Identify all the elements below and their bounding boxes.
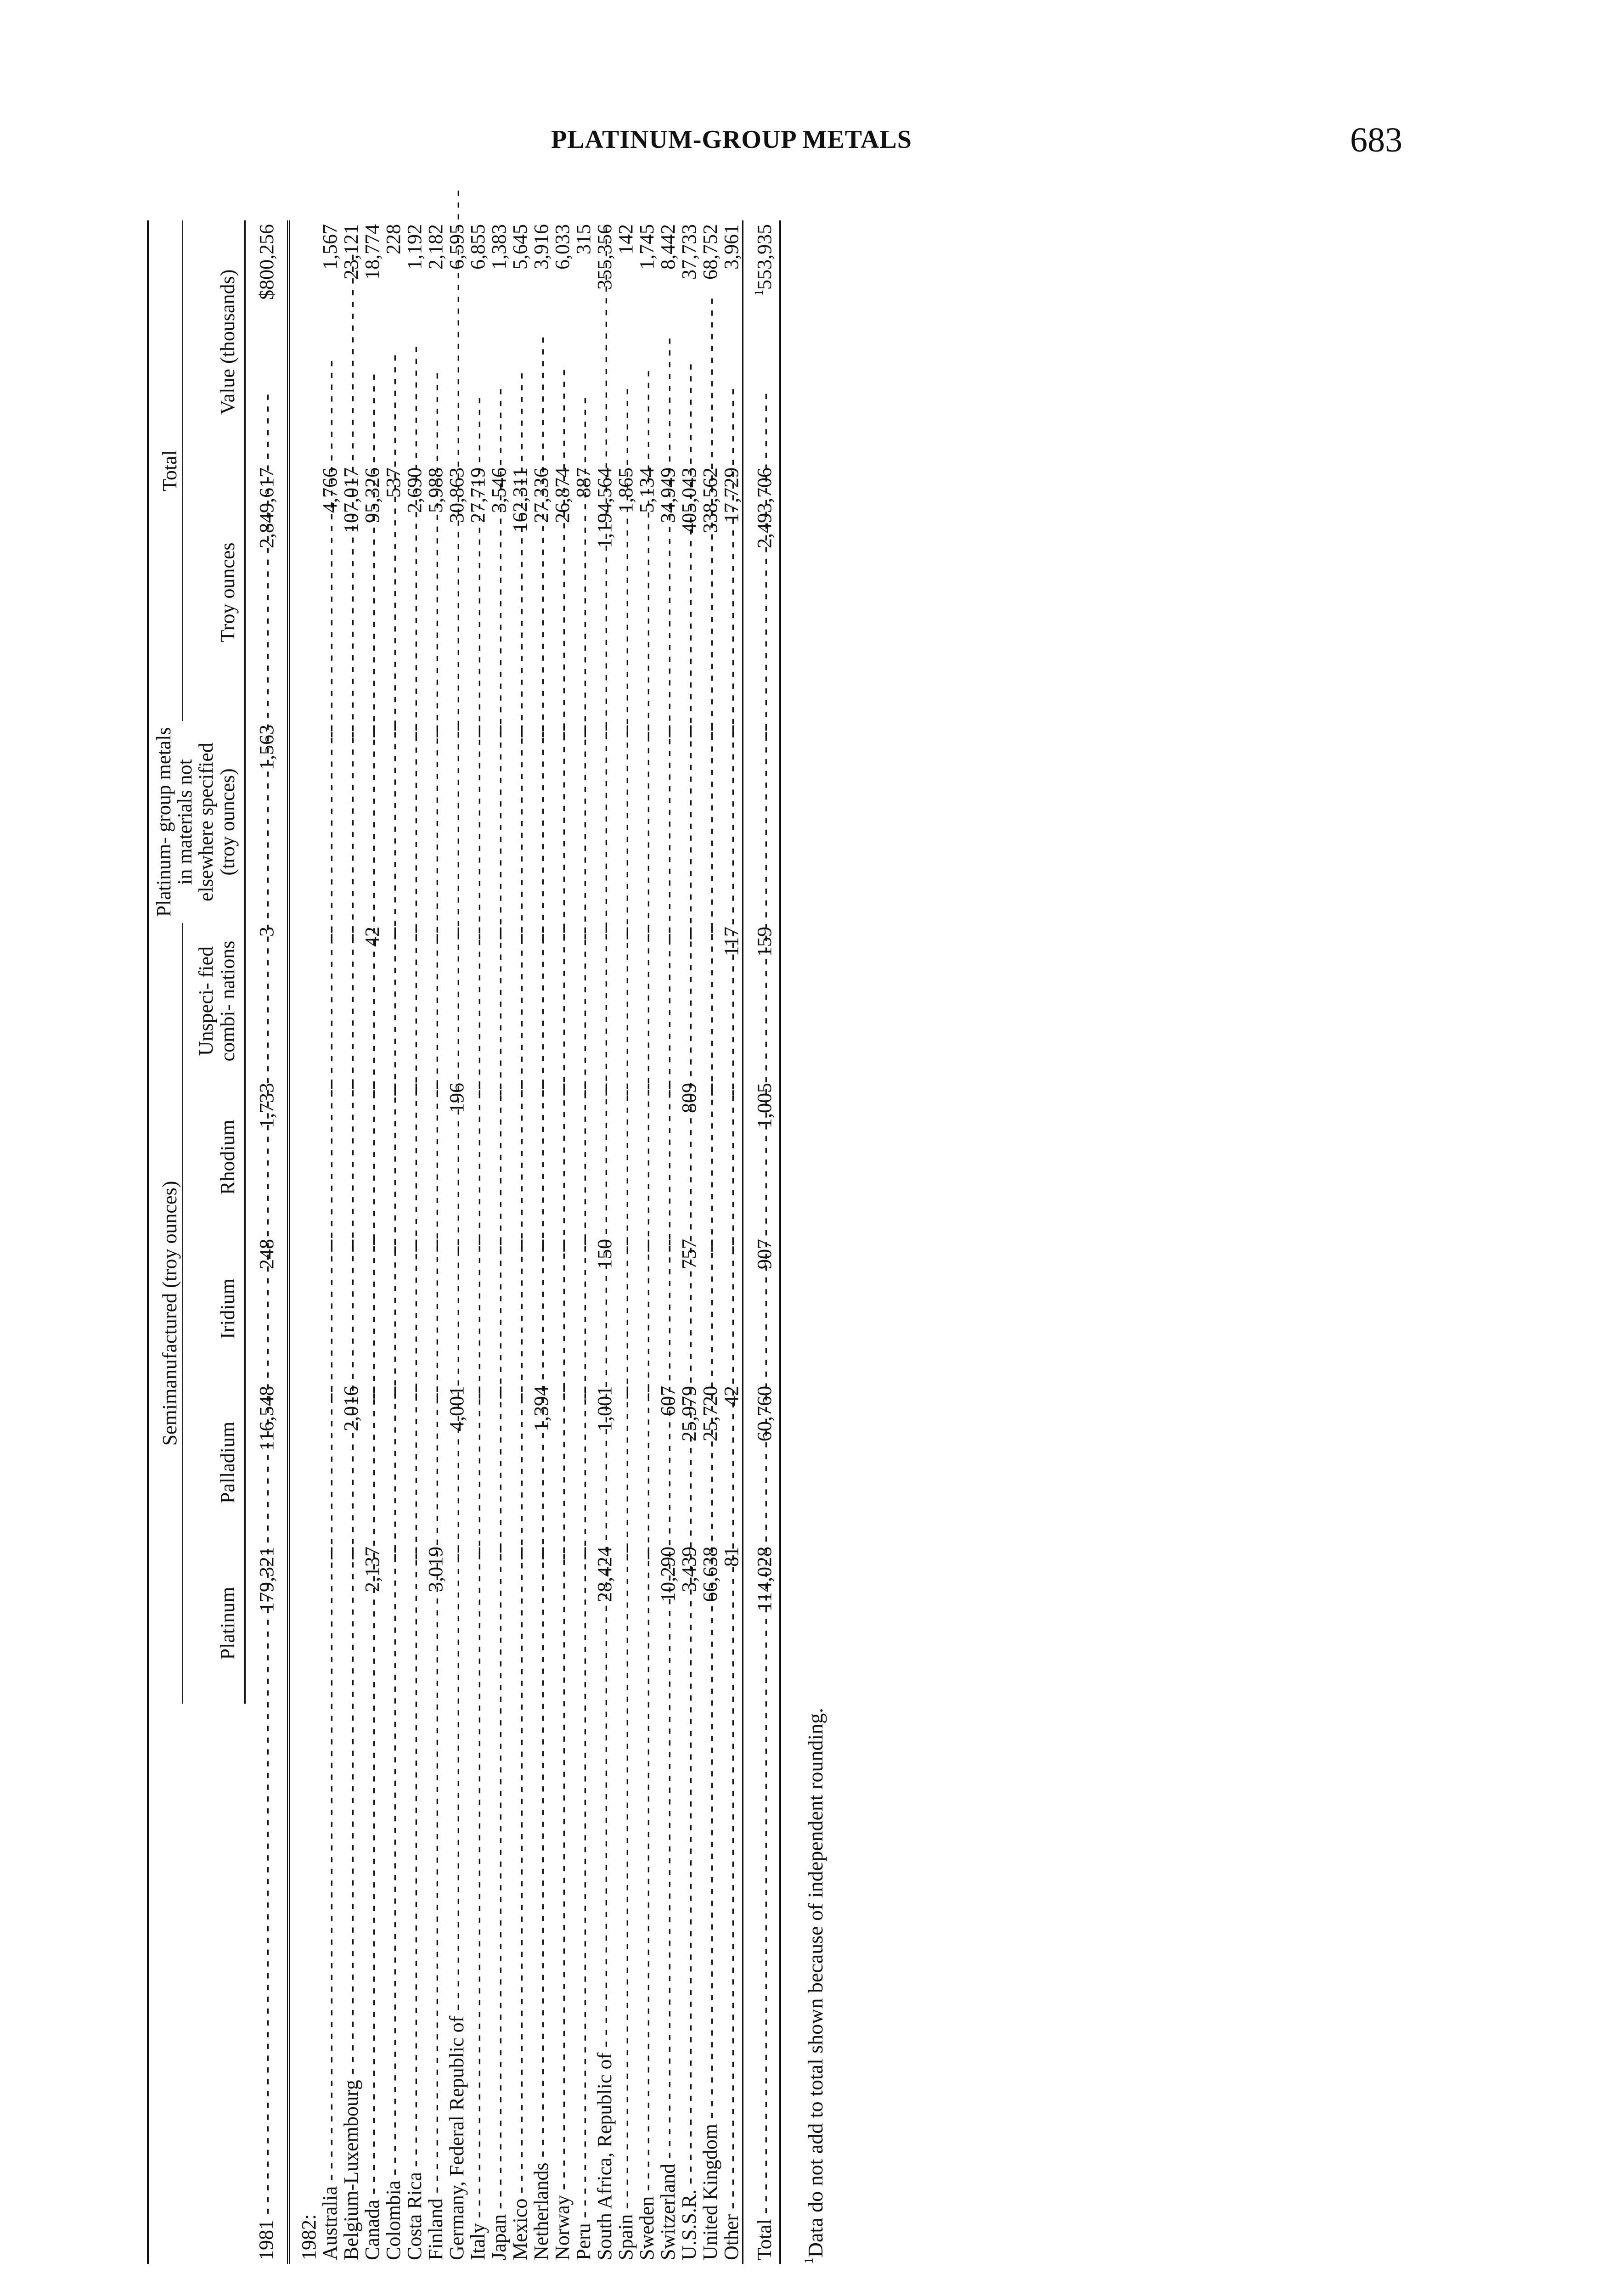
cell-unspecified: -- xyxy=(593,926,616,940)
cell-platinum: -- xyxy=(339,1547,362,1560)
table-bottom-rule xyxy=(780,220,785,2264)
table-row xyxy=(510,220,531,2264)
footnote-marker: 1 xyxy=(751,289,766,296)
cell-platinum: 66,638 xyxy=(698,1547,721,1602)
cell-unspecified: -- xyxy=(339,926,362,940)
cell-pgm-nes: 1,563 xyxy=(245,721,288,923)
cell-value: 18,774 xyxy=(360,224,383,280)
cell-platinum: -- xyxy=(382,1547,405,1560)
row-label: United Kingdom - - - xyxy=(700,1707,721,2260)
table-row xyxy=(383,220,404,2264)
cell-pgm-nes: -- xyxy=(424,724,447,738)
cell-rhodium: -- xyxy=(551,1083,574,1097)
cell-pgm-nes: -- xyxy=(466,724,489,738)
cell-platinum: -- xyxy=(487,1547,510,1560)
cell-troy-ounces: 1,865 xyxy=(614,467,637,513)
cell-rhodium: -- xyxy=(466,1083,489,1097)
cell-value: 228 xyxy=(382,224,405,254)
cell-rhodium: -- xyxy=(339,1083,362,1097)
cell-troy-ounces: 34,949 xyxy=(656,467,679,523)
cell-troy-ounces: 26,874 xyxy=(551,467,574,523)
cell-value: 6,595 xyxy=(445,224,468,270)
row-label: Germany, Federal Republic of - - - xyxy=(447,1707,467,2260)
cell-rhodium: -- xyxy=(529,1083,552,1097)
cell-troy-ounces: 27,719 xyxy=(466,467,489,523)
cell-platinum: -- xyxy=(572,1547,595,1560)
row-label: Costa Rica - - - xyxy=(405,1707,425,2260)
cell-platinum: -- xyxy=(466,1547,489,1560)
row-label: Colombia - - - xyxy=(383,1707,404,2260)
cell-value: 1,745 xyxy=(635,224,658,270)
table-row xyxy=(404,220,425,2264)
table-row xyxy=(531,220,552,2264)
cell-troy-ounces: 1,194,564 xyxy=(593,467,616,548)
cell-troy-ounces: 27,336 xyxy=(529,467,552,523)
cell-troy-ounces: 3,546 xyxy=(487,467,510,513)
cell-rhodium: 196 xyxy=(445,1083,468,1113)
table-row xyxy=(721,220,743,2264)
header-semimanufactured: Semimanufactured (troy ounces) xyxy=(148,923,183,1704)
cell-iridium: -- xyxy=(508,1239,531,1253)
cell-rhodium: -- xyxy=(635,1083,658,1097)
cell-value: 37,733 xyxy=(677,224,700,280)
table-row xyxy=(362,220,383,2264)
cell-palladium: 42 xyxy=(720,1386,743,1406)
cell-palladium: -- xyxy=(318,1386,341,1400)
cell-platinum: -- xyxy=(445,1547,468,1560)
cell-value: 68,752 xyxy=(698,224,721,280)
cell-rhodium: -- xyxy=(403,1083,426,1097)
cell-pgm-nes: -- xyxy=(614,724,637,738)
cell-unspecified: -- xyxy=(466,926,489,940)
cell-platinum: -- xyxy=(508,1547,531,1560)
cell-unspecified: -- xyxy=(635,926,658,940)
cell-unspecified: -- xyxy=(445,926,468,940)
table-row xyxy=(552,220,573,2264)
table-row xyxy=(679,220,700,2264)
cell-pgm-nes: -- xyxy=(656,724,679,738)
cell-palladium: -- xyxy=(466,1386,489,1400)
row-label: Other - - - xyxy=(721,1707,742,2260)
cell-pgm-nes: -- xyxy=(551,724,574,738)
country-rows xyxy=(320,220,743,2264)
cell-value: 23,121 xyxy=(339,224,362,280)
cell-troy-ounces: 887 xyxy=(572,467,595,498)
cell-rhodium: -- xyxy=(698,1083,721,1097)
table-row xyxy=(489,220,510,2264)
row-label: U.S.S.R. - - - xyxy=(679,1707,699,2260)
cell-iridium: 150 xyxy=(593,1239,616,1269)
cell-pgm-nes: -- xyxy=(743,721,780,923)
table-row xyxy=(320,220,341,2264)
cell-value: 2,182 xyxy=(424,224,447,270)
cell-pgm-nes: -- xyxy=(635,724,658,738)
cell-rhodium: -- xyxy=(487,1083,510,1097)
row-label: Japan - - - xyxy=(489,1707,509,2260)
row-label: Peru - - - xyxy=(574,1707,594,2260)
cell-palladium: 60,760 xyxy=(743,1382,780,1543)
cell-troy-ounces: 5,134 xyxy=(635,467,658,513)
header-unspecified: Unspeci- fied combi- nations xyxy=(183,923,244,1079)
cell-value: 3,916 xyxy=(529,224,552,270)
cell-pgm-nes: -- xyxy=(593,724,616,738)
cell-palladium: 116,548 xyxy=(245,1382,288,1543)
row-label: Italy - - - xyxy=(468,1707,488,2260)
cell-rhodium: -- xyxy=(424,1083,447,1097)
row-label: Netherlands - - - xyxy=(531,1707,552,2260)
cell-palladium: 25,720 xyxy=(698,1386,721,1441)
cell-iridium: -- xyxy=(339,1239,362,1253)
cell-platinum: 28,424 xyxy=(593,1547,616,1602)
cell-palladium: 25,979 xyxy=(677,1386,700,1441)
cell-palladium: 4,001 xyxy=(445,1386,468,1431)
header-value: Value (thousands) xyxy=(183,220,244,464)
cell-iridium: -- xyxy=(572,1239,595,1253)
cell-unspecified: -- xyxy=(551,926,574,940)
row-label: Norway - - - xyxy=(552,1707,573,2260)
cell-iridium: -- xyxy=(424,1239,447,1253)
cell-unspecified: 117 xyxy=(720,926,743,957)
cell-pgm-nes: -- xyxy=(720,724,743,738)
cell-rhodium: -- xyxy=(656,1083,679,1097)
cell-platinum: 2,137 xyxy=(360,1547,383,1592)
cell-unspecified: -- xyxy=(403,926,426,940)
cell-iridium: -- xyxy=(698,1239,721,1253)
row-label: 1981 - - - xyxy=(256,1707,276,2260)
cell-troy-ounces: 2,493,706 xyxy=(743,464,780,721)
cell-troy-ounces: 338,562 xyxy=(698,467,721,533)
cell-troy-ounces: 107,017 xyxy=(339,467,362,533)
cell-value: 6,033 xyxy=(551,224,574,270)
cell-palladium: -- xyxy=(572,1386,595,1400)
header-iridium: Iridium xyxy=(183,1235,244,1382)
cell-rhodium: -- xyxy=(720,1083,743,1097)
header-platinum: Platinum xyxy=(183,1543,244,1704)
cell-iridium: -- xyxy=(551,1239,574,1253)
table-row-1981 xyxy=(245,220,288,2264)
cell-unspecified: 3 xyxy=(245,923,288,1079)
row-label: Finland - - - xyxy=(426,1707,446,2260)
cell-value: 1,383 xyxy=(487,224,510,270)
cell-unspecified: -- xyxy=(698,926,721,940)
cell-value: $800,256 xyxy=(245,220,288,464)
cell-unspecified: -- xyxy=(318,926,341,940)
cell-rhodium: 1,733 xyxy=(245,1079,288,1235)
table-row xyxy=(425,220,446,2264)
row-label: Canada - - - xyxy=(362,1707,383,2260)
cell-unspecified: -- xyxy=(508,926,531,940)
header-row-groups xyxy=(148,220,183,2264)
row-label: Spain - - - xyxy=(616,1707,636,2260)
page-number: 683 xyxy=(1350,121,1402,159)
cell-pgm-nes: -- xyxy=(360,724,383,738)
cell-troy-ounces: 537 xyxy=(382,467,405,498)
cell-iridium: 248 xyxy=(245,1235,288,1382)
row-label: South Africa, Republic of - - - xyxy=(595,1707,615,2260)
cell-pgm-nes: -- xyxy=(403,724,426,738)
cell-iridium: -- xyxy=(403,1239,426,1253)
cell-pgm-nes: -- xyxy=(382,724,405,738)
table-row xyxy=(341,220,362,2264)
cell-palladium: -- xyxy=(403,1386,426,1400)
cell-palladium: -- xyxy=(614,1386,637,1400)
cell-rhodium: 809 xyxy=(677,1083,700,1113)
cell-rhodium: -- xyxy=(614,1083,637,1097)
cell-palladium: 2,016 xyxy=(339,1386,362,1431)
cell-palladium: 607 xyxy=(656,1386,679,1416)
cell-palladium: -- xyxy=(382,1386,405,1400)
cell-palladium: -- xyxy=(360,1386,383,1400)
header-total: Total xyxy=(148,220,183,721)
cell-iridium: -- xyxy=(529,1239,552,1253)
header-pgm-nes: Platinum- group metals in materials not elsewhere specified (troy ounces) xyxy=(148,721,245,923)
cell-rhodium: 1,005 xyxy=(743,1079,780,1235)
cell-value: 355,356 xyxy=(593,224,616,290)
cell-platinum: 114,028 xyxy=(743,1543,780,1704)
cell-value: 142 xyxy=(614,224,637,254)
cell-pgm-nes: -- xyxy=(487,724,510,738)
row-label: Australia - - - xyxy=(320,1707,340,2260)
cell-palladium: -- xyxy=(508,1386,531,1400)
row-label: Total - - - xyxy=(754,1707,775,2260)
row-label: Mexico - - - xyxy=(510,1707,530,2260)
cell-rhodium: -- xyxy=(318,1083,341,1097)
cell-palladium: -- xyxy=(551,1386,574,1400)
cell-pgm-nes: -- xyxy=(572,724,595,738)
row-label: Belgium-Luxembourg - - - xyxy=(341,1707,361,2260)
cell-rhodium: -- xyxy=(593,1083,616,1097)
header-troy-ounces: Troy ounces xyxy=(183,464,244,721)
cell-pgm-nes: -- xyxy=(318,724,341,738)
cell-value-text: 553,935 xyxy=(753,224,776,290)
cell-iridium: -- xyxy=(614,1239,637,1253)
cell-pgm-nes: -- xyxy=(529,724,552,738)
cell-value: 8,442 xyxy=(656,224,679,270)
cell-platinum: -- xyxy=(551,1547,574,1560)
cell-unspecified: 42 xyxy=(360,926,383,947)
cell-platinum: 10,290 xyxy=(656,1547,679,1602)
cell-unspecified: 159 xyxy=(743,923,780,1079)
header-palladium: Palladium xyxy=(183,1382,244,1543)
running-title: PLATINUM-GROUP METALS xyxy=(551,125,912,154)
cell-pgm-nes: -- xyxy=(508,724,531,738)
cell-troy-ounces: 4,766 xyxy=(318,467,341,513)
header-blank xyxy=(148,1704,245,2264)
cell-pgm-nes: -- xyxy=(445,724,468,738)
cell-unspecified: -- xyxy=(656,926,679,940)
header-rhodium: Rhodium xyxy=(183,1079,244,1235)
cell-value: 6,855 xyxy=(466,224,489,270)
cell-platinum: -- xyxy=(635,1547,658,1560)
cell-troy-ounces: 17,729 xyxy=(720,467,743,523)
table-row xyxy=(467,220,489,2264)
cell-troy-ounces: 162,311 xyxy=(508,467,531,533)
cell-unspecified: -- xyxy=(677,926,700,940)
table-row-total xyxy=(743,220,780,2264)
table-row xyxy=(446,220,467,2264)
row-label: Switzerland - - - xyxy=(658,1707,678,2260)
cell-unspecified: -- xyxy=(487,926,510,940)
cell-value: 3,961 xyxy=(720,224,743,270)
cell-iridium: -- xyxy=(445,1239,468,1253)
cell-troy-ounces: 405,043 xyxy=(677,467,700,533)
cell-rhodium: -- xyxy=(360,1083,383,1097)
cell-palladium: -- xyxy=(487,1386,510,1400)
cell-iridium: -- xyxy=(720,1239,743,1253)
cell-iridium: 907 xyxy=(743,1235,780,1382)
cell-platinum: 3,439 xyxy=(677,1547,700,1592)
table-row xyxy=(615,220,636,2264)
cell-iridium: -- xyxy=(360,1239,383,1253)
cell-rhodium: -- xyxy=(508,1083,531,1097)
cell-palladium: -- xyxy=(635,1386,658,1400)
cell-pgm-nes: -- xyxy=(677,724,700,738)
cell-platinum: -- xyxy=(318,1547,341,1560)
cell-unspecified: -- xyxy=(529,926,552,940)
cell-iridium: -- xyxy=(635,1239,658,1253)
cell-rhodium: -- xyxy=(382,1083,405,1097)
table-row xyxy=(573,220,594,2264)
cell-value: 1,567 xyxy=(318,224,341,270)
cell-platinum: 179,321 xyxy=(245,1543,288,1704)
row-label: 1982: xyxy=(297,2214,320,2260)
cell-iridium: -- xyxy=(318,1239,341,1253)
footnote xyxy=(803,220,828,2264)
cell-palladium: 1,394 xyxy=(529,1386,552,1431)
cell-value: 315 xyxy=(572,224,595,254)
cell-platinum: -- xyxy=(403,1547,426,1560)
table-row xyxy=(700,220,721,2264)
table-row xyxy=(636,220,658,2264)
cell-troy-ounces: 30,863 xyxy=(445,467,468,523)
cell-troy-ounces: 95,326 xyxy=(360,467,383,523)
cell-platinum: 3,019 xyxy=(424,1547,447,1592)
row-label: Sweden - - - xyxy=(637,1707,657,2260)
cell-iridium: -- xyxy=(466,1239,489,1253)
table-row-year-1982 xyxy=(288,220,320,2264)
cell-iridium: 757 xyxy=(677,1239,700,1269)
table-row xyxy=(658,220,679,2264)
cell-troy-ounces: 5,988 xyxy=(424,467,447,513)
imports-table xyxy=(147,220,785,2264)
table-row xyxy=(594,220,615,2264)
cell-pgm-nes: -- xyxy=(339,724,362,738)
cell-platinum: -- xyxy=(529,1547,552,1560)
cell-rhodium: -- xyxy=(572,1083,595,1097)
cell-troy-ounces: 2,690 xyxy=(403,467,426,513)
cell-unspecified: -- xyxy=(572,926,595,940)
cell-troy-ounces: 2,849,617 xyxy=(245,464,288,721)
footnote-text: Data do not add to total shown because of independent rounding. xyxy=(803,1708,827,2258)
cell-palladium: -- xyxy=(424,1386,447,1400)
cell-iridium: -- xyxy=(382,1239,405,1253)
cell-value: 1,192 xyxy=(403,224,426,270)
cell-iridium: -- xyxy=(487,1239,510,1253)
cell-platinum: -- xyxy=(614,1547,637,1560)
footnote-marker: 1 xyxy=(801,2257,816,2264)
cell-unspecified: -- xyxy=(382,926,405,940)
cell-unspecified: -- xyxy=(424,926,447,940)
cell-palladium: 1,001 xyxy=(593,1386,616,1431)
cell-iridium: -- xyxy=(656,1239,679,1253)
rotated-table-region xyxy=(147,220,996,2264)
cell-value: 5,645 xyxy=(508,224,531,270)
cell-unspecified: -- xyxy=(614,926,637,940)
cell-pgm-nes: -- xyxy=(698,724,721,738)
cell-platinum: 81 xyxy=(720,1547,743,1567)
